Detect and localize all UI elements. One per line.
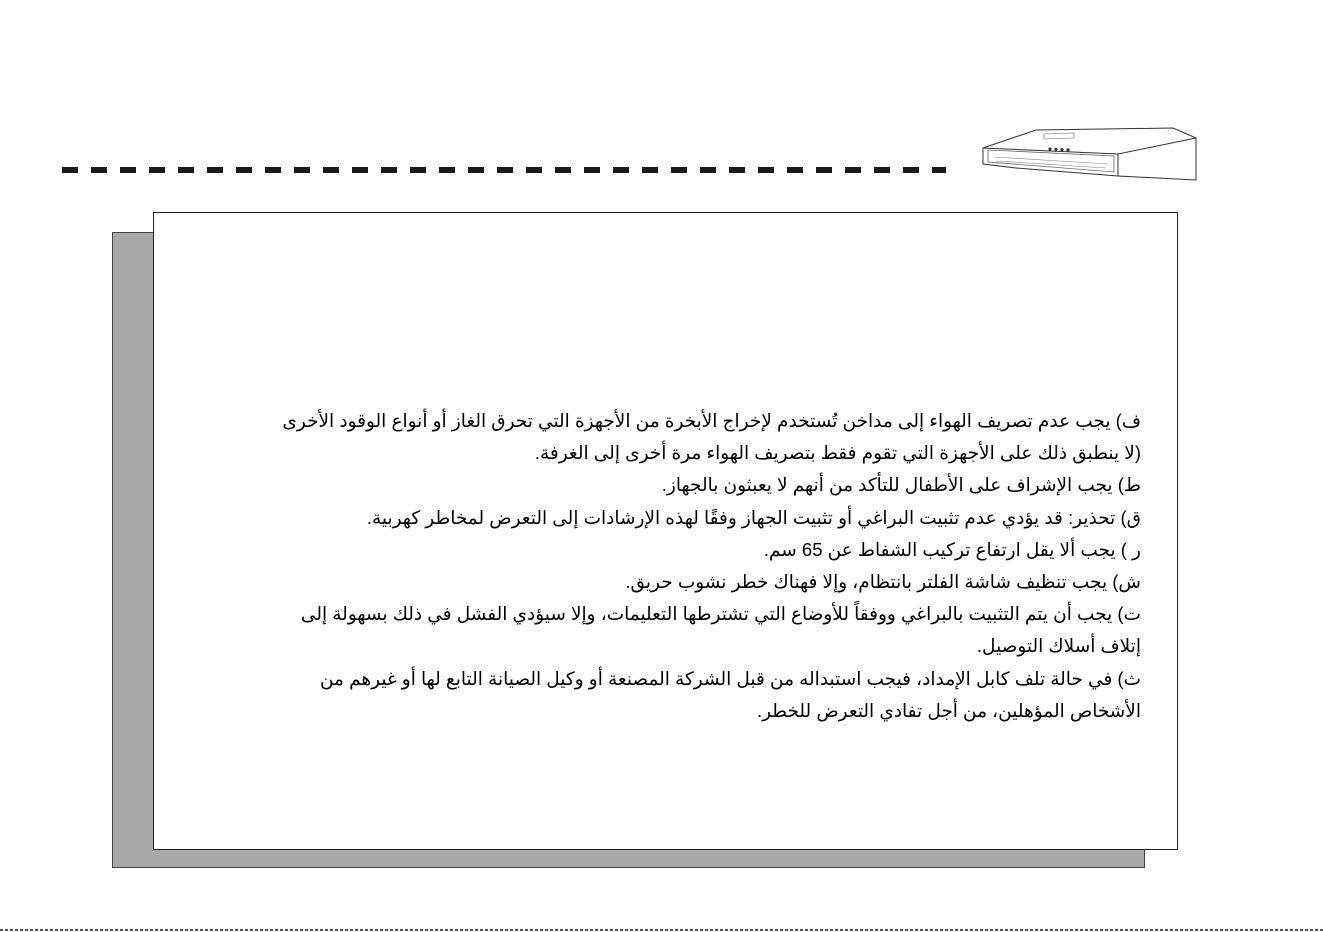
range-hood-icon (978, 124, 1198, 184)
instruction-item: ش) يجب تنظيف شاشة الفلتر بانتظام، وإلا فهناك خطر نشوب حريق. (625, 571, 1141, 593)
instructions-list (262, 405, 1141, 727)
header-dashed-rule (62, 167, 946, 173)
instruction-item: ت) يجب أن يتم التثبيت بالبراغي ووفقاً للأوضاع التي تشترطها التعليمات، وإلا سيؤدي الفشل في ذلك بسهولة إلى إتلاف أسلاك التوصيل. (300, 603, 1141, 657)
footer-dotted-rule (0, 929, 1323, 931)
instruction-item: ق) تحذير: قد يؤدي عدم تثبيت البراغي أو تثبيت الجهاز وفقًا لهذه الإرشادات إلى التعرض لمخاطر كهربية. (366, 506, 1141, 528)
instruction-item: ط) يجب الإشراف على الأطفال للتأكد من أنهم لا يعبثون بالجهاز. (661, 474, 1141, 496)
instruction-item: ر ) يجب ألا يقل ارتفاع تركيب الشفاط عن 65 سم. (763, 538, 1141, 560)
instructions-panel (153, 212, 1178, 850)
instruction-item: ث) في حالة تلف كابل الإمداد، فيجب استبداله من قبل الشركة المصنعة أو وكيل الصيانة التابع لها أو غيرهم من الأشخاص المؤهلين، من أجل تفادي التعرض للخطر. (319, 667, 1141, 721)
instruction-item: ف) يجب عدم تصريف الهواء إلى مداخن تُستخدم لإخراج الأبخرة من الأجهزة التي تحرق الغاز أو أنواع الوقود الأخرى (لا ينطبق ذلك على الأجهزة التي تقوم فقط بتصريف الهواء مرة أخرى إلى الغرفة. (282, 410, 1141, 464)
